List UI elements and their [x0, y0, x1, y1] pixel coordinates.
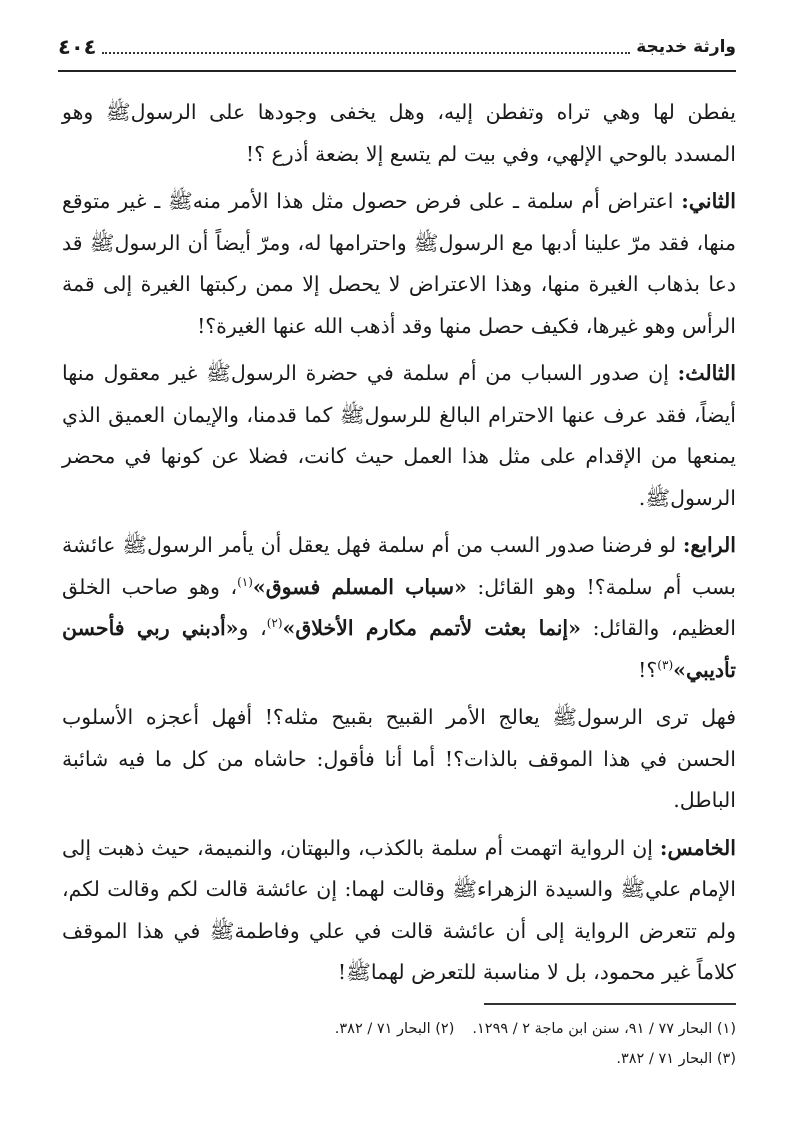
- paragraph-fifth: [62, 828, 736, 994]
- paragraph-text: فهل ترى الرسولﷺ يعالج الأمر القبيح بقبيح مثله؟! أفهل أعجزه الأسلوب الحسن في هذا الموقف بالذات؟! أما أنا فأقول: حاشاه من كل ما فيه شائبة الباطل.: [62, 705, 736, 812]
- footnote-3: (٣) البحار ٧١ / ٣٨٢.: [616, 1051, 736, 1067]
- header-leader-dots: [102, 52, 630, 54]
- footnotes: [62, 1014, 736, 1074]
- paragraph-text: يفطن لها وهي تراه وتفطن إليه، وهل يخفى وجودها على الرسولﷺ وهو المسدد بالوحي الإلهي، وفي بيت لم يتسع إلا بضعة أذرع ؟!: [62, 100, 736, 166]
- paragraph-text: إن صدور السباب من أم سلمة في حضرة الرسولﷺ غير معقول منها أيضاً، فقد عرف عنها الاحترام البالغ للرسولﷺ كما قدمنا، والإيمان العميق الذي يمنعها من الإقدام على مثل هذا العمل حيث كانت، فضلا عن كونها في محضر الرسولﷺ.: [62, 361, 736, 510]
- running-header: [58, 30, 736, 64]
- footnote-1: (١) البحار ٧٧ / ٩١، سنن ابن ماجة ٢ / ١٢٩٩.: [472, 1021, 736, 1037]
- paragraph-text: لو فرضنا صدور السب من أم سلمة فهل يعقل أن يأمر الرسولﷺ عائشة بسب أم سلمة؟! وهو القائل:: [62, 533, 737, 599]
- quote-hadith-2: «إنما بعثت لأتمم مكارم الأخلاق»: [282, 616, 581, 640]
- paragraph-label: الخامس:: [659, 835, 736, 860]
- page-number: ٤٠٤: [58, 35, 97, 59]
- quote-hadith-1: «سباب المسلم فسوق»: [252, 574, 467, 599]
- paragraph-label: الرابع:: [682, 533, 736, 557]
- paragraph-text: اعتراض أم سلمة ـ على فرض حصول مثل هذا الأمر منهﷺ ـ غير متوقع منها، فقد مرّ علينا أدبها مع الرسولﷺ واحترامها له، ومرّ أيضاً أن الرسولﷺ قد دعا بذهاب الغيرة منها، وهذا الاعتراض لا يحصل إلا ممن ركبتها الغيرة إلى قمة الرأس وهو غيرها، فكيف حصل منها وقد أذهب الله عنها الغيرة؟!: [62, 189, 736, 338]
- header-rule: [58, 70, 736, 72]
- paragraph-label: الثالث:: [677, 361, 736, 385]
- paragraph-question: [62, 697, 736, 822]
- paragraph-intro: [62, 92, 736, 175]
- paragraph-text: إن الرواية اتهمت أم سلمة بالكذب، والبهتان، والنميمة، حيث ذهبت إلى الإمام عليﷺ والسيدة الزهراءﷺ وقالت لهما: إن عائشة قالت لكم وقالت لكم، ولم تتعرض الرواية إلى أن عائشة قالت في علي وفاطمةﷺ في هذا الموقف كلاماً غير محمود، بل لا مناسبة للتعرض لهماﷺ!: [62, 835, 736, 984]
- footnote-rule: [484, 1003, 736, 1005]
- header-title: وارثة خديجة: [636, 37, 736, 57]
- quote-hadith-3: «أدبني ربي فأحسن تأديبي»: [62, 616, 736, 682]
- footnote-ref-2: (٢): [266, 616, 283, 631]
- footnote-2: (٢) البحار ٧١ / ٣٨٢.: [334, 1021, 455, 1037]
- footnote-line: [62, 1014, 736, 1044]
- paragraph-third: [62, 353, 736, 519]
- paragraph-fourth: [62, 525, 736, 691]
- paragraph-second: [62, 181, 736, 347]
- paragraph-text: ؟!: [638, 657, 658, 682]
- paragraph-text: ، وهو صاحب الخلق العظيم، والقائل:: [62, 574, 736, 640]
- footnote-line: [62, 1044, 736, 1074]
- footnote-ref-1: (١): [237, 574, 253, 589]
- paragraph-text: ، و: [238, 616, 267, 640]
- main-text: [62, 92, 736, 994]
- paragraph-label: الثاني:: [681, 189, 736, 213]
- footnote-ref-3: (٣): [657, 657, 674, 672]
